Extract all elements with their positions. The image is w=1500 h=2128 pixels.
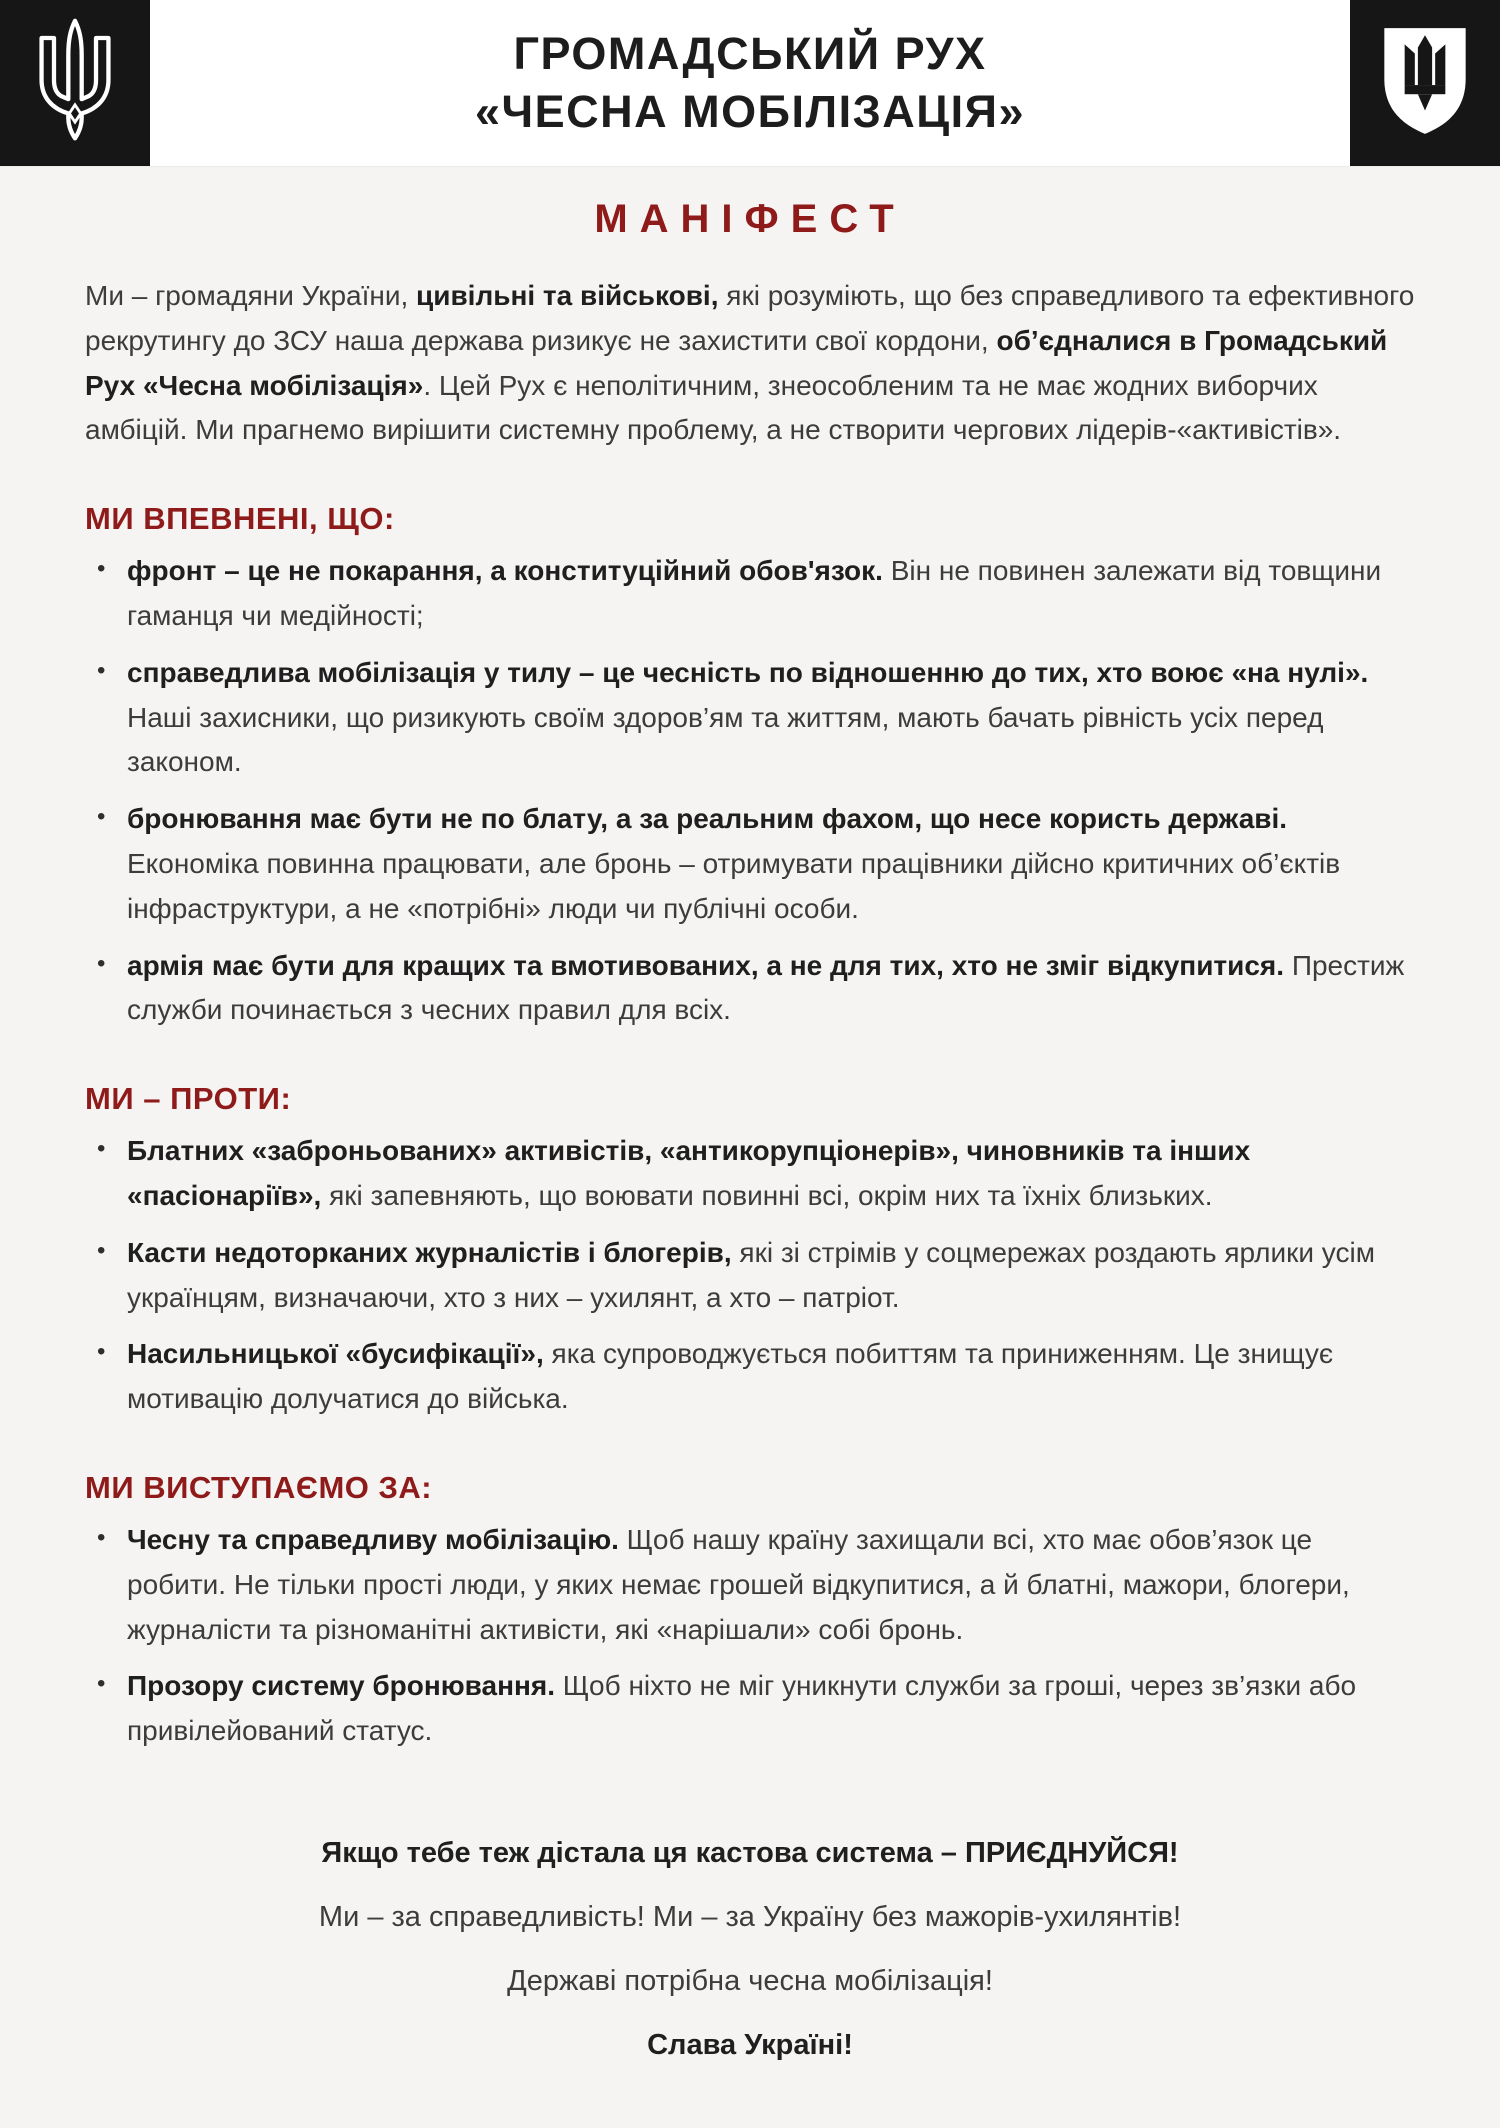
item-text: Щоб ніхто не міг уникнути служби за гроші, через зв’язки або привілейований статус. [127, 1670, 1357, 1747]
item-text: Престиж служби починається з чесних правил для всіх. [127, 949, 1405, 1026]
item-bold-lead: Блатних «заброньованих» активістів, «антикорупціонерів», чиновників та інших «пасіонаріїв», [127, 1135, 1251, 1211]
list-item [127, 797, 1415, 931]
item-text: Він не повинен залежати від товщини гаманця чи медійності; [127, 555, 1382, 631]
bullet-list [85, 1518, 1415, 1754]
intro-paragraph [85, 274, 1415, 453]
item-text: Щоб нашу країну захищали всі, хто має обов’язок це робити. Не тільки прості люди, у яких немає грошей відкупитися, а й блатні, мажори, блогери, журналісти та різноманітні активісти, які «нарішали» собі бронь. [127, 1523, 1350, 1645]
section-we-are-against [85, 1081, 1415, 1422]
item-text: які зі стрімів у соцмережах роздають ярлики усім українцям, визначаючи, хто з них – ухилянт, а хто – патріот. [127, 1236, 1375, 1313]
manifest-heading: МАНІФЕСТ [594, 197, 906, 241]
list-item [127, 1129, 1415, 1219]
manifest-content [0, 274, 1500, 1776]
left-emblem-box [0, 0, 150, 166]
section-heading: МИ ВПЕВНЕНІ, ЩО: [85, 501, 395, 537]
intro-part3: . Цей Рух є неполітичним, знеособленим та не має жодних виборчих амбіцій. Ми прагнемо вирішити системну проблему, а не створити чергових лідерів-«активістів». [85, 369, 1342, 446]
item-text: Економіка повинна працювати, але бронь – отримувати працівники дійсно критичних об’єктів інфраструктури, а не «потрібні» люди чи публічні особи. [127, 847, 1341, 924]
item-bold-lead: бронювання має бути не по блату, а за реальним фахом, що несе користь державі. [127, 803, 1288, 835]
section-we-believe [85, 501, 1415, 1033]
tryzub-outline-icon [27, 17, 123, 150]
item-bold-lead: Чесну та справедливу мобілізацію. [127, 1523, 619, 1555]
movement-title [475, 25, 1025, 140]
item-text: які запевняють, що воювати повинні всі, окрім них та їхніх близьких. [321, 1179, 1213, 1211]
item-text: Наші захисники, що ризикують своїм здоров’ям та життям, мають бачать рівність усіх перед законом. [127, 701, 1324, 778]
intro-part2: які розуміють, що без справедливого та ефективного рекрутингу до ЗСУ наша держава ризикує не захистити свої кордони, [85, 280, 1415, 356]
bullet-list [85, 1129, 1415, 1422]
item-bold-lead: Прозору систему бронювання. [127, 1670, 556, 1702]
movement-title-line1: ГРОМАДСЬКИЙ РУХ [513, 28, 987, 80]
list-item [127, 549, 1415, 639]
page-footer [0, 1832, 1500, 2128]
item-bold-lead: армія має бути для кращих та вмотивованих, а не для тих, хто не зміг відкупитися. [127, 949, 1285, 981]
shield-trident-icon [1372, 20, 1478, 147]
section-heading: МИ – ПРОТИ: [85, 1081, 292, 1117]
section-heading: МИ ВИСТУПАЄМО ЗА: [85, 1469, 433, 1505]
intro-bold1: цивільні та військові, [416, 280, 719, 311]
list-item [127, 651, 1415, 785]
list-item [127, 1332, 1415, 1422]
item-text: яка супроводжується побиттям та приниженням. Це знищує мотивацію долучатися до війська. [127, 1338, 1334, 1415]
list-item [127, 1518, 1415, 1652]
list-item [127, 944, 1415, 1034]
footer-slava-ukraini: Слава Україні! [647, 2029, 853, 2062]
item-bold-lead: фронт – це не покарання, а конституційний обов'язок. [127, 555, 883, 587]
footer-join-call: Якщо тебе теж дістала ця кастова система – ПРИЄДНУЙСЯ! [321, 1836, 1179, 1869]
right-emblem-box [1350, 0, 1500, 166]
section-we-stand-for [85, 1470, 1415, 1754]
title-wrap [160, 0, 1340, 166]
intro-bold2: об’єдналися в Громадський Рух «Чесна мобілізація» [85, 324, 1388, 401]
item-bold-lead: справедлива мобілізація у тилу – це чесність по відношенню до тих, хто воює «на нулі». [127, 656, 1369, 688]
page-header [0, 0, 1500, 167]
movement-title-line2: «ЧЕСНА МОБІЛІЗАЦІЯ» [475, 86, 1025, 137]
item-bold-lead: Касти недоторканих журналістів і блогерів, [127, 1236, 732, 1268]
list-item [127, 1231, 1415, 1321]
bullet-list [85, 549, 1415, 1033]
item-bold-lead: Насильницької «бусифікації», [127, 1338, 544, 1370]
list-item [127, 1664, 1415, 1754]
intro-part1: Ми – громадяни України, [85, 280, 417, 311]
footer-mobilization-line: Державі потрібна чесна мобілізація! [507, 1965, 993, 1998]
footer-justice-line: Ми – за справедливість! Ми – за Україну без мажорів-ухилянтів! [318, 1900, 1182, 1933]
